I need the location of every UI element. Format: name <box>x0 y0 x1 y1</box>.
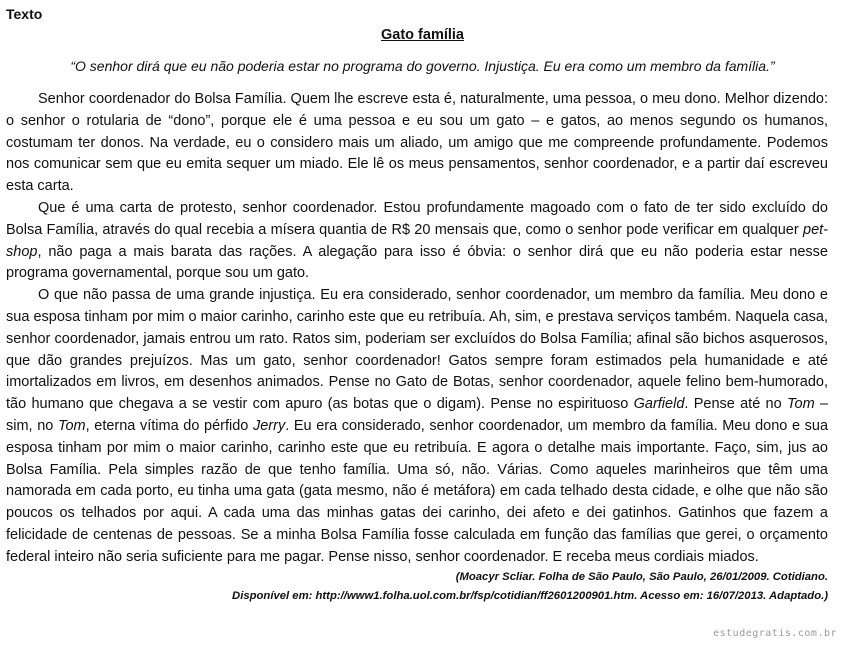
italic-term: Garfield <box>633 396 685 413</box>
text-body <box>6 89 828 569</box>
italic-term: Tom <box>786 396 815 413</box>
section-label: Texto <box>6 6 43 22</box>
watermark: estudegratis.com.br <box>713 628 837 639</box>
source-citation <box>108 568 828 606</box>
text-title: Gato família <box>381 27 464 43</box>
italic-term: Tom <box>57 417 86 434</box>
source-line-1: (Moacyr Scliar. Folha de São Paulo, São Paulo, 26/01/2009. Cotidiano. <box>455 571 828 583</box>
italic-term: pet-shop <box>6 221 828 260</box>
epigraph: “O senhor dirá que eu não poderia estar no programa do governo. Injustiça. Eu era como um membro da família.” <box>70 58 775 74</box>
italic-term: Jerry <box>252 417 286 434</box>
paragraph-2: Que é uma carta de protesto, senhor coordenador. Estou profundamente magoado com o fato de ter sido excluído do Bolsa Família, através do qual recebia a mísera quantia de R$ 20 mensais que, como o senhor pode verificar em qualquer pet-shop, não paga a mais barata das rações. A alegação para isso é óbvia: o senhor dirá que eu não poderia estar nesse programa governamental, porque sou um gato. <box>6 199 828 282</box>
source-line-2: Disponível em: http://www1.folha.uol.com.br/fsp/cotidian/ff2601200901.htm. Acesso em: 16/07/2013. Adaptado.) <box>232 590 828 602</box>
paragraph-3: O que não passa de uma grande injustiça. Eu era considerado, senhor coordenador, um membro da família. Meu dono e sua esposa tinham por mim o maior carinho, carinho este que eu retribuía. Ah, sim, e prestava serviços também. Naquela casa, senhor coordenador, jamais entrou um rato. Ratos sim, poderiam ser excluídos do Bolsa Família; afinal são bichos asquerosos, que dão grandes prejuízos. Mas um gato, senhor coordenador! Gatos sempre foram estimados pela humanidade e até imortalizados em livros, em desenhos animados. Pense no Gato de Botas, senhor coordenador, aquele felino bem-humorado, tão humano que chegava a se vestir com apuro (as botas que o digam). Pense no espirituoso Garfield. Pense até no Tom – sim, no Tom, eterna vítima do pérfido Jerry. Eu era considerado, senhor coordenador, um membro da família. Meu dono e sua esposa tinham por mim o maior carinho, carinho este que eu retribuía. E agora o detalhe mais importante. Faço, sim, jus ao Bolsa Família. Pela simples razão de que tenho família. Uma só, não. Várias. Como aqueles marinheiros que têm uma namorada em cada porto, eu tinha uma gata (gata mesmo, não é metáfora) em cada telhado desta cidade, e olhe que não são poucos os telhados por aqui. A cada uma das minhas gatas dei carinho, dei afeto e dei gatinhos. Gatinhos que fazem a felicidade de centenas de pessoas. Se a minha Bolsa Família fosse calculada em função das famílias que gerei, o orçamento federal inteiro não seria suficiente para me pagar. Pense nisso, senhor coordenador. E receba meus cordiais miados. <box>6 287 829 565</box>
paragraph-1: Senhor coordenador do Bolsa Família. Quem lhe escreve esta é, naturalmente, uma pessoa, o meu dono. Melhor dizendo: o senhor o rotularia de “dono”, porque ele é uma pessoa e eu sou um gato – e gatos, ao menos segundo os humanos, costumam ter donos. Na verdade, eu o considero mais um aliado, um amigo que me compreende profundamente. Podemos nos comunicar sem que eu emita sequer um miado. Ele lê os meus pensamentos, senhor coordenador, e a partir daí escreveu esta carta. <box>6 91 828 195</box>
